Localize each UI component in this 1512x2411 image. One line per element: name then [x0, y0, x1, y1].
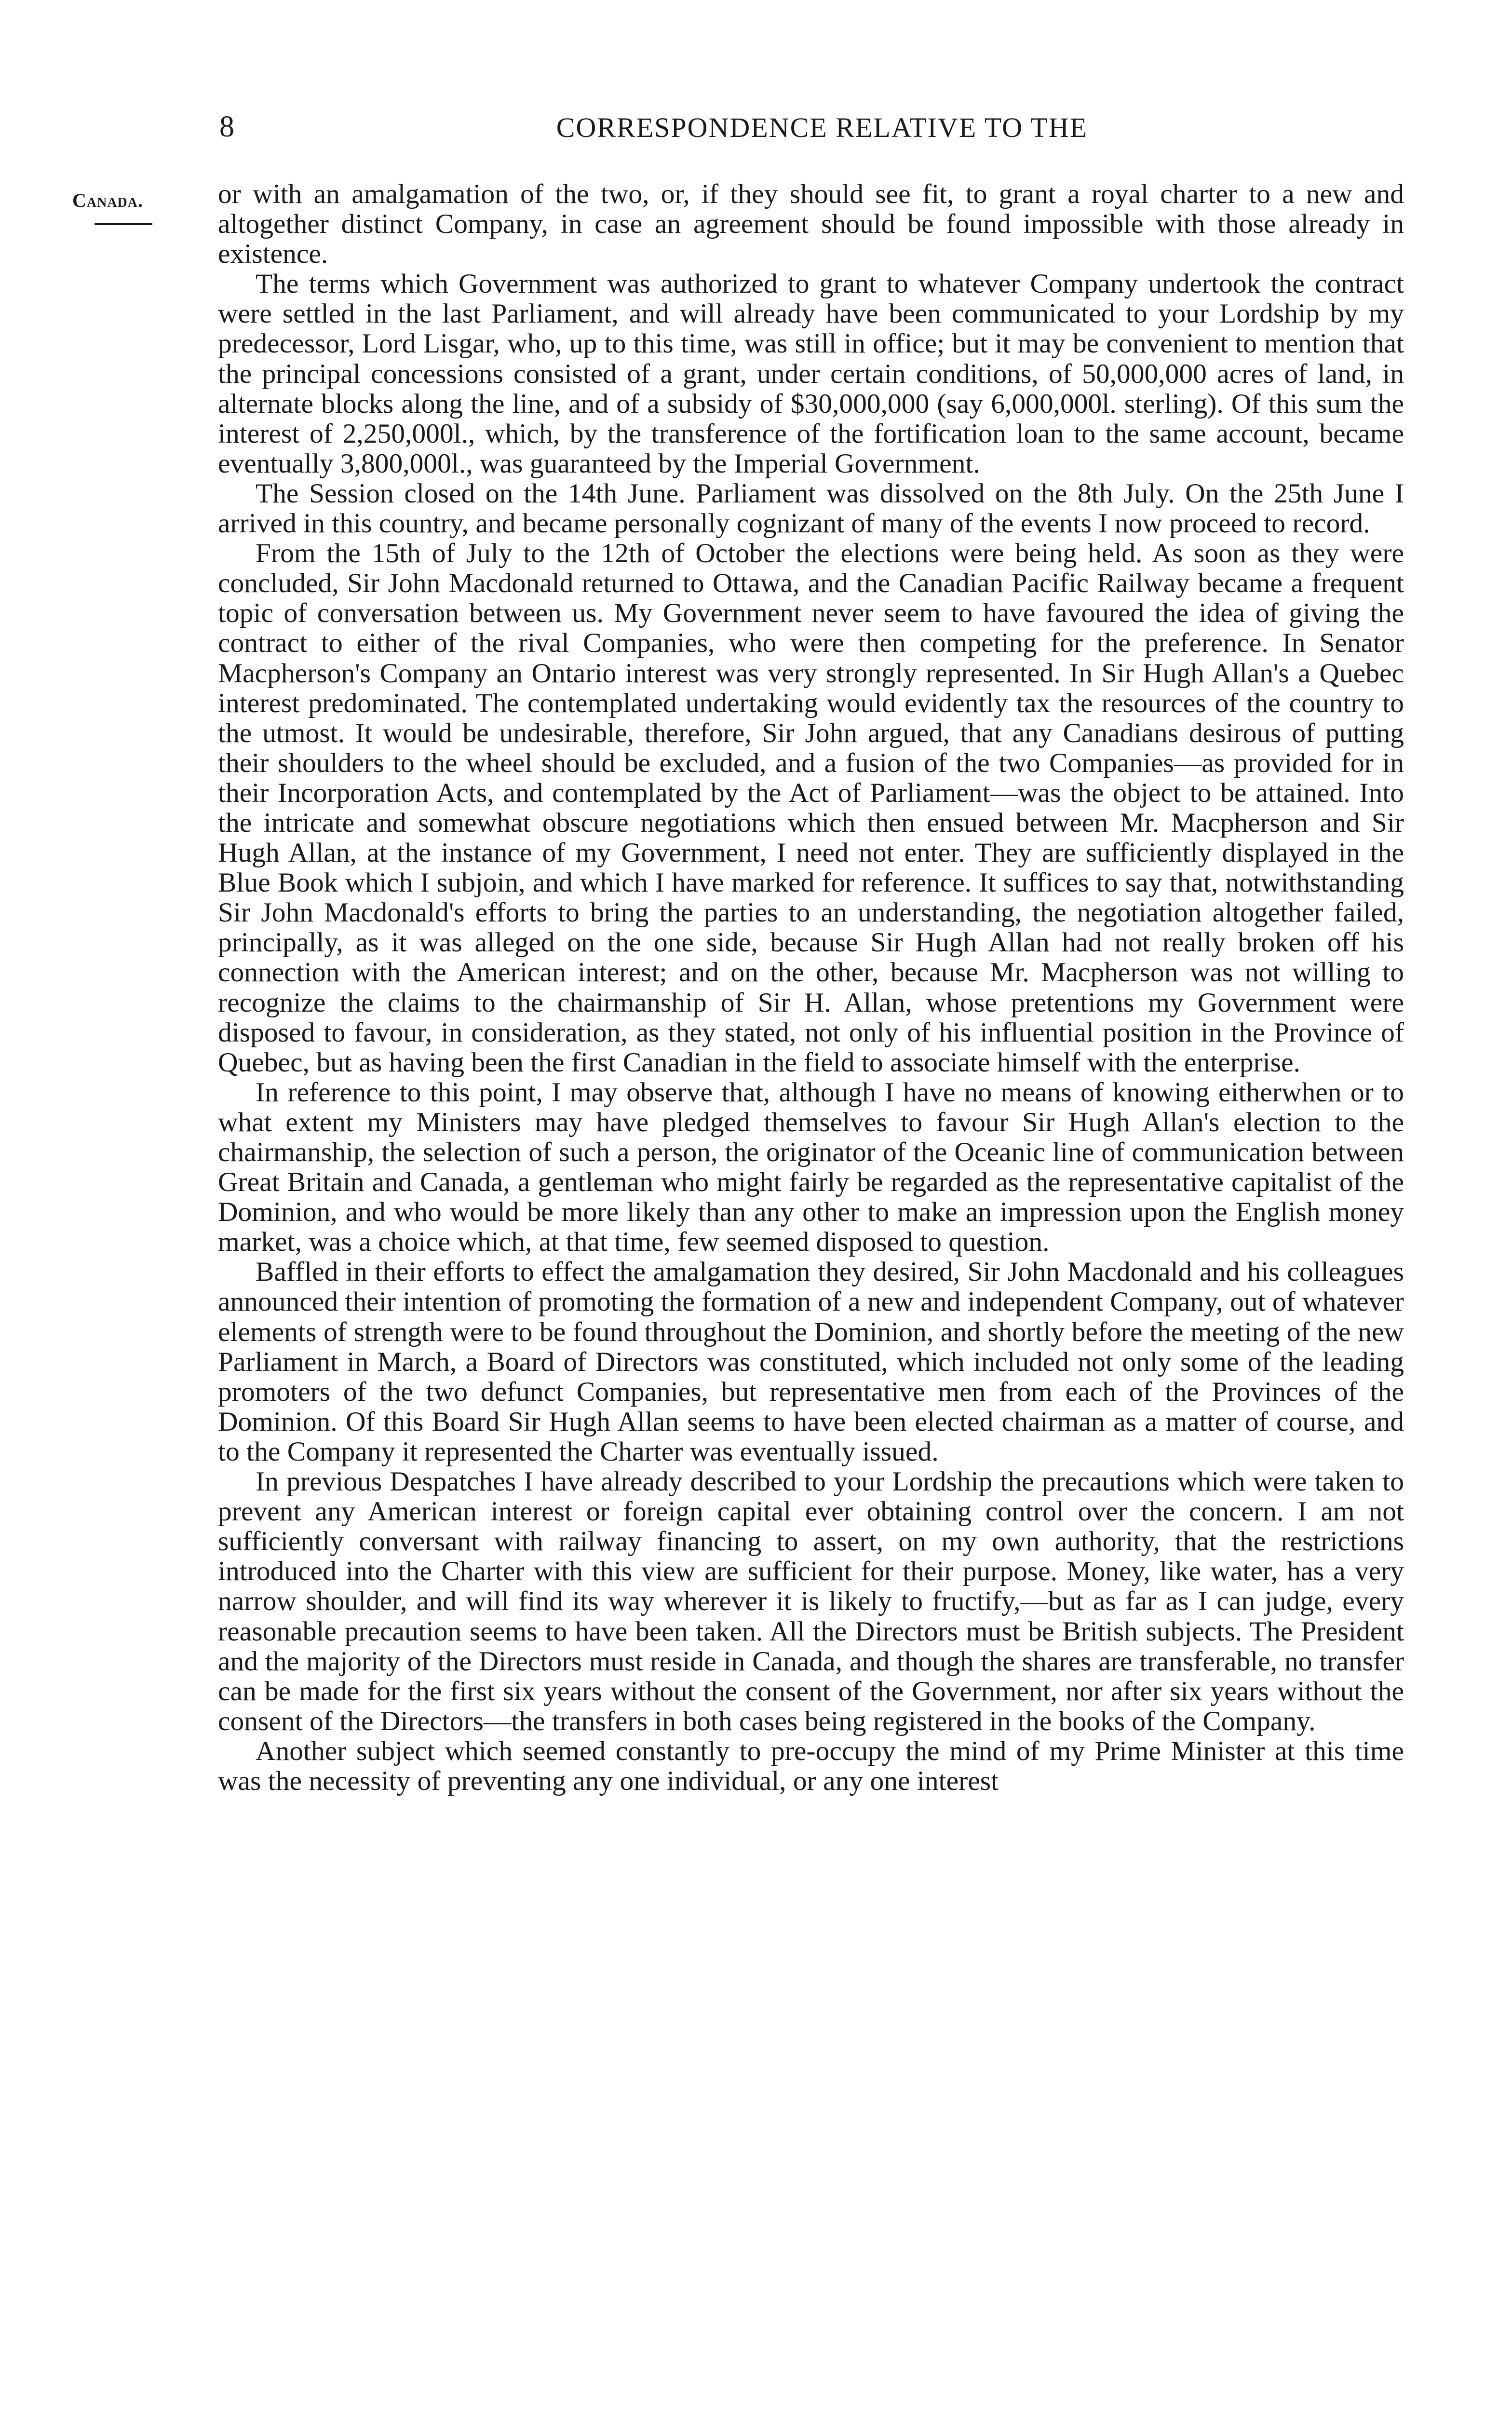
- paragraph: The terms which Government was authorized to grant to whatever Company undertook the contract were settled in the last Parliament, and will already have been communicated to your Lordship by my predecessor, Lord Lisgar, who, up to this time, was still in office; but it may be convenient to mention that the principal concessions consisted of a grant, under certain conditions, of 50,000,000 acres of land, in alternate blocks along the line, and of a subsidy of $30,000,000 (say 6,000,000l. sterling). Of this sum the interest of 2,250,000l., which, by the transference of the fortification loan to the same account, became eventually 3,800,000l., was guaranteed by the Imperial Government.: [218, 269, 1404, 479]
- page-number: 8: [219, 110, 234, 143]
- paragraph: The Session closed on the 14th June. Parliament was dissolved on the 8th July. On the 25th June I arrived in this country, and became personally cognizant of many of the events I now proceed to record.: [218, 478, 1404, 539]
- paragraph: In previous Despatches I have already described to your Lordship the precautions which were taken to prevent any American interest or foreign capital ever obtaining control over the concern. I am not sufficiently conversant with railway financing to assert, on my own authority, that the restrictions introduced into the Charter with this view are sufficient for their purpose. Money, like water, has a very narrow shoulder, and will find its way wherever it is likely to fructify,—but as far as I can judge, every reasonable precaution seems to have been taken. All the Directors must be British subjects. The President and the majority of the Directors must reside in Canada, and though the shares are transferable, no transfer can be made for the first six years without the consent of the Government, nor after six years without the consent of the Directors—the transfers in both cases being registered in the books of the Company.: [218, 1466, 1404, 1736]
- margin-rule: [94, 223, 152, 225]
- paragraph: or with an amalgamation of the two, or, if they should see fit, to grant a royal charter to a new and altogether distinct Company, in case an agreement should be found impossible with those already in existence.: [218, 179, 1404, 270]
- paragraph: From the 15th of July to the 12th of October the elections were being held. As soon as they were concluded, Sir John Macdonald returned to Ottawa, and the Canadian Pacific Railway became a frequent topic of conversation between us. My Government never seem to have favoured the idea of giving the contract to either of the rival Companies, who were then competing for the preference. In Senator Macpherson's Company an Ontario interest was very strongly represented. In Sir Hugh Allan's a Quebec interest predominated. The contemplated undertaking would evidently tax the resources of the country to the utmost. It would be undesirable, therefore, Sir John argued, that any Canadians desirous of putting their shoulders to the wheel should be excluded, and a fusion of the two Companies—as provided for in their Incorporation Acts, and contemplated by the Act of Parliament—was the object to be attained. Into the intricate and somewhat obscure negotiations which then ensued between Mr. Macpherson and Sir Hugh Allan, at the instance of my Government, I need not enter. They are sufficiently displayed in the Blue Book which I subjoin, and which I have marked for reference. It suffices to say that, notwithstanding Sir John Macdonald's efforts to bring the parties to an understanding, the negotiation altogether failed, principally, as it was alleged on the one side, because Sir Hugh Allan had not really broken off his connection with the American interest; and on the other, because Mr. Macpherson was not willing to recognize the claims to the chairmanship of Sir H. Allan, whose pretentions my Government were disposed to favour, in consideration, as they stated, not only of his influential position in the Province of Quebec, but as having been the first Canadian in the field to associate himself with the enterprise.: [218, 538, 1404, 1078]
- running-title: CORRESPONDENCE RELATIVE TO THE: [556, 112, 1088, 143]
- paragraph: Another subject which seemed constantly to pre-occupy the mind of my Prime Minister at this time was the necessity of preventing any one individual, or any one interest: [218, 1735, 1404, 1796]
- body-text: [218, 179, 1404, 1796]
- margin-note: Canada.: [72, 190, 143, 211]
- paragraph: Baffled in their efforts to effect the amalgamation they desired, Sir John Macdonald and his colleagues announced their intention of promoting the formation of a new and independent Company, out of whatever elements of strength were to be found throughout the Dominion, and shortly before the meeting of the new Parliament in March, a Board of Directors was constituted, which included not only some of the leading promoters of the two defunct Companies, but representative men from each of the Provinces of the Dominion. Of this Board Sir Hugh Allan seems to have been elected chairman as a matter of course, and to the Company it represented the Charter was eventually issued.: [218, 1257, 1404, 1467]
- paragraph: In reference to this point, I may observe that, although I have no means of knowing eitherwhen or to what extent my Ministers may have pledged themselves to favour Sir Hugh Allan's election to the chairmanship, the selection of such a person, the originator of the Oceanic line of communication between Great Britain and Canada, a gentleman who might fairly be regarded as the representative capitalist of the Dominion, and who would be more likely than any other to make an impression upon the English money market, was a choice which, at that time, few seemed disposed to question.: [218, 1077, 1404, 1258]
